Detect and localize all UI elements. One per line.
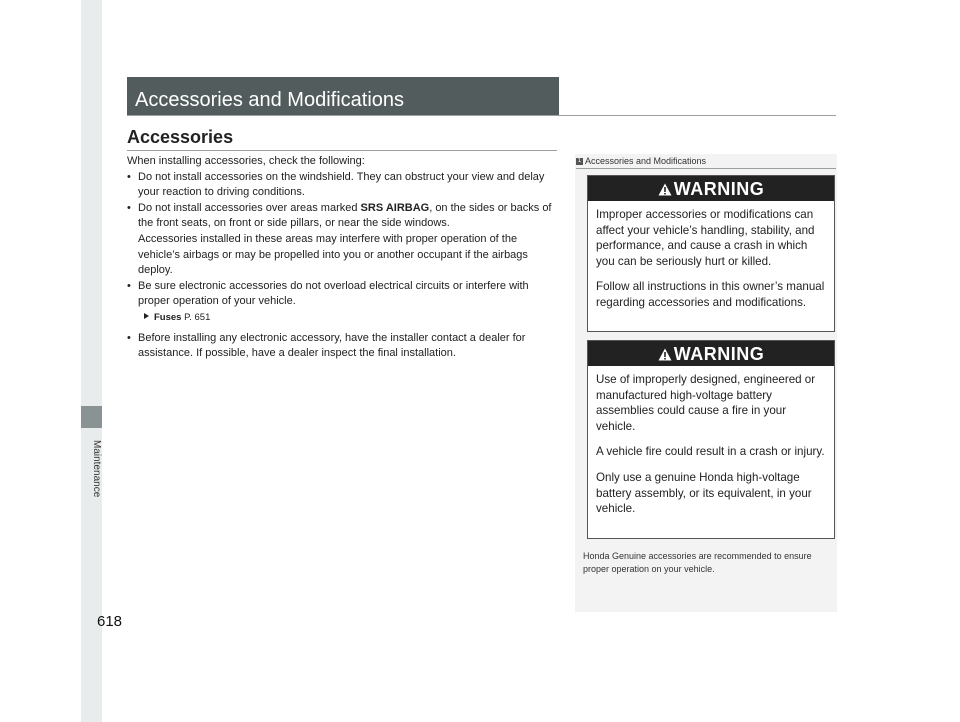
warning-header: WARNING (588, 341, 834, 366)
main-content (127, 154, 557, 362)
srs-airbag-label: SRS AIRBAG (360, 201, 430, 214)
notes-divider (576, 168, 836, 169)
warning-text: Use of improperly designed, engineered or manufactured high-voltage battery assemblies could cause a fire in your vehicle. (596, 373, 816, 433)
warning-text: A vehicle fire could result in a crash or injury. (596, 445, 825, 459)
notes-header: 1 Accessories and Modifications (577, 156, 707, 166)
warning-text: Improper accessories or modifications can affect your vehicle’s handling, stability, and performance, and cause a crash in which you can be seriously hurt or killed. (596, 208, 815, 268)
note-marker-icon: 1 (577, 158, 582, 165)
cross-reference[interactable] (127, 310, 557, 326)
warning-triangle-icon (658, 348, 672, 361)
cross-reference-label[interactable]: Fuses (154, 311, 182, 323)
list-item: • Do not install accessories over areas marked SRS AIRBAG, on the sides or backs of the front seats, on front or side pillars, or near the side windows. Accessories installed in these areas may interfere with proper operation of the vehicle’s airbags or may be propelled into you or another occupant if the airbags deploy. (127, 201, 552, 277)
notes-footnote: Honda Genuine accessories are recommended to ensure proper operation on your vehicle. (583, 551, 812, 574)
warning-triangle-icon (658, 183, 672, 196)
list-item: • Before installing any electronic accessory, have the installer contact a dealer for assistance. If possible, have a dealer inspect the final installation. (127, 331, 526, 360)
cross-reference-arrow-icon (143, 310, 151, 326)
cross-reference-page: P. 651 (184, 311, 211, 323)
page-number: 618 (97, 613, 123, 630)
warning-box-1 (587, 175, 835, 332)
side-tab-marker (81, 406, 102, 428)
warning-text: Only use a genuine Honda high-voltage battery assembly, or its equivalent, in your vehicle. (596, 470, 812, 516)
warning-text: Follow all instructions in this owner’s manual regarding accessories and modifications. (596, 280, 825, 309)
warning-header: WARNING (588, 176, 834, 201)
page-title: Accessories and Modifications (127, 77, 559, 116)
chapter-label: Maintenance (91, 440, 102, 498)
list-item: • Be sure electronic accessories do not overload electrical circuits or interfere with proper operation of your vehicle. (127, 279, 529, 308)
warning-body (588, 201, 834, 319)
intro-text: When installing accessories, check the following: (127, 155, 365, 167)
section-divider (127, 150, 557, 151)
section-heading: Accessories (127, 127, 234, 147)
warning-body (588, 366, 834, 525)
warning-box-2 (587, 340, 835, 539)
list-item: • Do not install accessories on the windshield. They can obstruct your view and delay your reaction to driving conditions. (127, 170, 545, 199)
title-divider (127, 115, 836, 116)
